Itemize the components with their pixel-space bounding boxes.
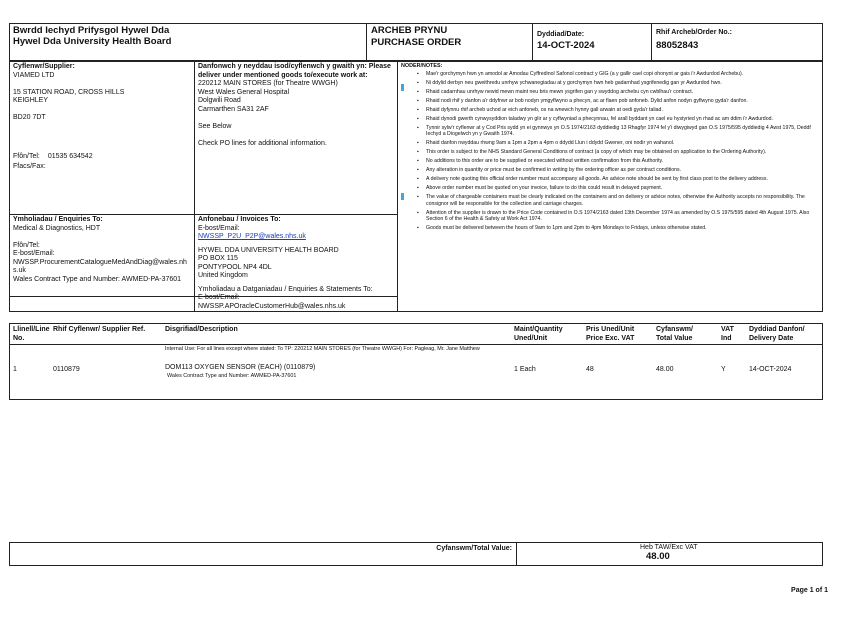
supplier-phone [13, 153, 93, 162]
row-contract: Wales Contract Type and Number: AWMED-PA-37601 [167, 373, 297, 379]
statements-label: Ymholiadau a Datganiadau / Enquiries & Statements To: [198, 285, 373, 293]
note-item: ▪ Attention of the supplier is drawn to the Price Code contained in O.S 1974/2163 dated 13th December 1974 as amended by O.S 1975/595 dated 4th August 1975. Also Section 6 of the Health & Safety at Work Act 1974. [426, 210, 820, 223]
info-row-divider [9, 214, 397, 215]
delivery-line-3: Dolgwili Road [198, 97, 241, 104]
enquiries-phone-label: Ffôn/Tel: [13, 241, 40, 249]
po-title-english: PURCHASE ORDER [371, 37, 462, 48]
col-header-vat: VAT Ind [721, 326, 734, 342]
date-label: Dyddiad/Date: [537, 31, 585, 38]
total-vat-label: Heb TAW/Exc VAT [640, 544, 698, 551]
delivery-line-1: 220212 MAIN STORES (for Theatre WWGH) [198, 80, 338, 87]
info-col-divider-1 [194, 61, 195, 312]
note-item: ▪ The value of chargeable containers must be clearly indicated on the containers and on delivery or advice notes, otherwise the Authority accepts no responsibility. The consignor will be responsible for the collection and carriage charges. [426, 194, 820, 207]
note-item: ▪ A delivery note quoting this official order number must accompany all goods. An advice note should be sent by first class post to the delivery address. [426, 176, 820, 182]
col-header-price: Pris Uned/Unit Price Exc. VAT [586, 326, 635, 342]
supplier-spacer-2 [13, 106, 191, 115]
delivery-spacer [198, 114, 394, 123]
note-item: ▪ This order is subject to the NHS Standard General Conditions of contract (a copy of which may be obtained on application to the Ordering Authority). [426, 149, 820, 155]
col-header-supplier-ref: Rhif Cyflenwr/ Supplier Ref. [53, 326, 146, 333]
row-price: 48 [586, 366, 594, 373]
order-number-label: Rhif Archeb/Order No.: [656, 29, 732, 36]
col-header-qty: Maint/Quantity Uned/Unit [514, 326, 563, 342]
invoices-address-2: PO BOX 115 [198, 255, 238, 262]
org-name-welsh: Bwrdd Iechyd Prifysgol Hywel Dda [13, 25, 170, 36]
notes-list [412, 71, 820, 232]
po-title-welsh: ARCHEB PRYNU [371, 25, 448, 36]
statements-email-label: E-bost/Email: [198, 294, 240, 301]
info-col-divider-2 [397, 61, 398, 312]
lines-header-divider [9, 344, 823, 345]
note-item: ▪ Goods must be delivered between the hours of 9am to 1pm and 2pm to 4pm Mondays to Fridays, unless otherwise stated. [426, 225, 820, 231]
total-divider [516, 542, 517, 566]
notes-list-container [412, 71, 820, 234]
note-item: ▪ Above order number must be quoted on your invoice, failure to do this could result in delayed payment. [426, 185, 820, 191]
row-internal-use: Internal Use: For all lines except where stated: To TP: 220212 MAIN STORES (for Theatre WWGH) For: Pagleag, Mr. Jane Matthew [165, 346, 480, 352]
row-total: 48.00 [656, 366, 674, 373]
invoices-label: Anfonebau / Invoices To: [198, 216, 281, 223]
page-number: Page 1 of 1 [791, 587, 828, 594]
enquiries-label: Ymholiadau / Enquiries To: [13, 216, 103, 223]
note-item: ▪ Rhaid nodi rhif y danfon a'r ddyfnwr ar bob nodyn ymgyflwyno a phecyn, ac ar flaen pob anfoneb. Dylid anfon nodyn gyflwyno gyda'r danfon. [426, 98, 820, 104]
note-item: ▪ Any alteration in quantity or price must be confirmed in writing by the ordering officer as per contract conditions. [426, 167, 820, 173]
note-item: ▪ Rhaid dynodi gwerth cynwysyddion taladwy yn glir ar y cyflwyniad a phecynnau, fel arall byddant yn cael eu hystyried yn rhad ac am ddim i'r Awdurdod. [426, 116, 820, 122]
supplier-label: Cyflenwr/Supplier: [13, 63, 75, 70]
note-item: ▪ Tynnir sylw'r cyflenwr at y Cod Pris sydd yn ei gynnwys yn O.S 1974/2163 dyddiedig 13 Rhagfyr 1974 fel y'i diwygiwyd gan O.S 1975/595 dyddiedig 4 Awst 1975, Deddf Iechyd a Diogelwch yn y Gwaith 1974. [426, 125, 820, 138]
row-supplier-ref: 0110879 [53, 366, 80, 373]
delivery-line-4: Carmarthen SA31 2AF [198, 105, 269, 113]
supplier-postcode: BD20 7DT [13, 114, 46, 121]
row-line-no: 1 [13, 366, 17, 373]
notes-marker-welsh [401, 84, 404, 91]
delivery-line-2: West Wales General Hospital [198, 88, 290, 96]
supplier-section [13, 63, 191, 123]
invoices-address-3: PONTYPOOL NP4 4DL [198, 263, 272, 271]
row-qty: 1 Each [514, 366, 536, 373]
enquiries-section [13, 216, 191, 284]
org-name-english: Hywel Dda University Health Board [13, 36, 172, 47]
note-item: ▪ Ni ddylid derbyn neu gweithredu unrhyw ychwanegiadau at y gorchymyn hwn heb gadarnhad ysgrifenedig gan yr Awdurdod hwn. [426, 80, 820, 86]
invoices-email-label: E-bost/Email: [198, 224, 240, 232]
supplier-spacer [13, 80, 191, 89]
delivery-check-lines: Check PO lines for additional information. [198, 139, 327, 147]
enquiries-contract: Wales Contract Type and Number: AWMED-PA-37601 [13, 275, 182, 283]
notes-label: NODER/NOTES: [401, 63, 443, 69]
row-vat: Y [721, 366, 726, 373]
date-value: 14-OCT-2024 [537, 40, 595, 51]
note-item: ▪ Mae'r gorchymyn hwn yn amodol ar Amodau Cyffredinol Safonol contract y GIG (a y gallir cael copi ohonynt ar gais i'r Awdurdod Archebu). [426, 71, 820, 77]
row-delivery-date: 14-OCT-2024 [749, 366, 792, 373]
total-label: Cyfanswm/Total Value: [436, 545, 512, 552]
note-item: ▪ Rhaid cadarnhau unrhyw newid mewn maint neu bris mewn ysgrifen gan y swyddog archebu cyn cwblhau'r contract. [426, 89, 820, 95]
row-description: DOM113 OXYGEN SENSOR (EACH) (0110879) [165, 364, 316, 371]
col-header-description: Disgrifiad/Description [165, 326, 238, 333]
delivery-spacer-2 [198, 131, 394, 140]
header-divider-2 [532, 23, 533, 61]
delivery-label: Danfonwch y neyddau isod/cyflenwch y gwaith yn: Please deliver under mentioned goods to/execute work at: [198, 63, 391, 79]
invoices-email-link[interactable]: NWSSP_P2U_P2P@wales.nhs.uk [198, 233, 306, 240]
note-item: ▪ No additions to this order are to be supplied or executed without written confirmation from this Authority. [426, 158, 820, 164]
total-value: 48.00 [646, 551, 670, 562]
header-divider-3 [651, 23, 652, 61]
note-item: ▪ Rhaid danfon nwyddau rhwng 9am a 1pm a 2pm a 4pm o ddydd Llun i ddydd Gwener, oni nodir yn wahanol. [426, 140, 820, 146]
supplier-phone-label: Ffôn/Tel: [13, 153, 40, 160]
delivery-see-below: See Below [198, 122, 232, 130]
note-item: ▪ Rhaid dyfynnu rhif archeb uchod ar eich anfoneb, os na wnewch hynny gall arwain at oedi gyda'r taliad. [426, 107, 820, 113]
invoices-section [198, 216, 394, 311]
enquiries-email-label: E-bost/Email: [13, 250, 55, 257]
supplier-town: KEIGHLEY [13, 97, 49, 104]
supplier-phone-value: 01535 634542 [47, 153, 93, 160]
enquiries-spacer [13, 233, 191, 242]
col-header-delivery-date: Dyddiad Danfon/ Delivery Date [749, 326, 805, 342]
total-box [9, 542, 823, 566]
delivery-section [198, 63, 394, 148]
statements-email[interactable]: NWSSP.APOracleCustomerHub@wales.nhs.uk [198, 302, 346, 310]
col-header-line: Llinell/Line No. [13, 326, 50, 342]
order-number-value: 88052843 [656, 40, 699, 51]
invoices-address-1: HYWEL DDA UNIVERSITY HEALTH BOARD [198, 246, 339, 254]
supplier-name: VIAMED LTD [13, 71, 55, 79]
notes-marker-english [401, 193, 404, 200]
enquiries-dept: Medical & Diagnostics, HDT [13, 224, 101, 232]
supplier-fax-label: Ffacs/Fax: [13, 163, 46, 170]
col-header-total: Cyfanswm/ Total Value [656, 326, 693, 342]
invoices-address-4: United Kingdom [198, 272, 248, 279]
enquiries-email[interactable]: NWSSP.ProcurementCatalogueMedAndDiag@wales.nhs.uk [13, 258, 187, 274]
supplier-street: 15 STATION ROAD, CROSS HILLS [13, 88, 125, 96]
header-divider-1 [366, 23, 367, 61]
